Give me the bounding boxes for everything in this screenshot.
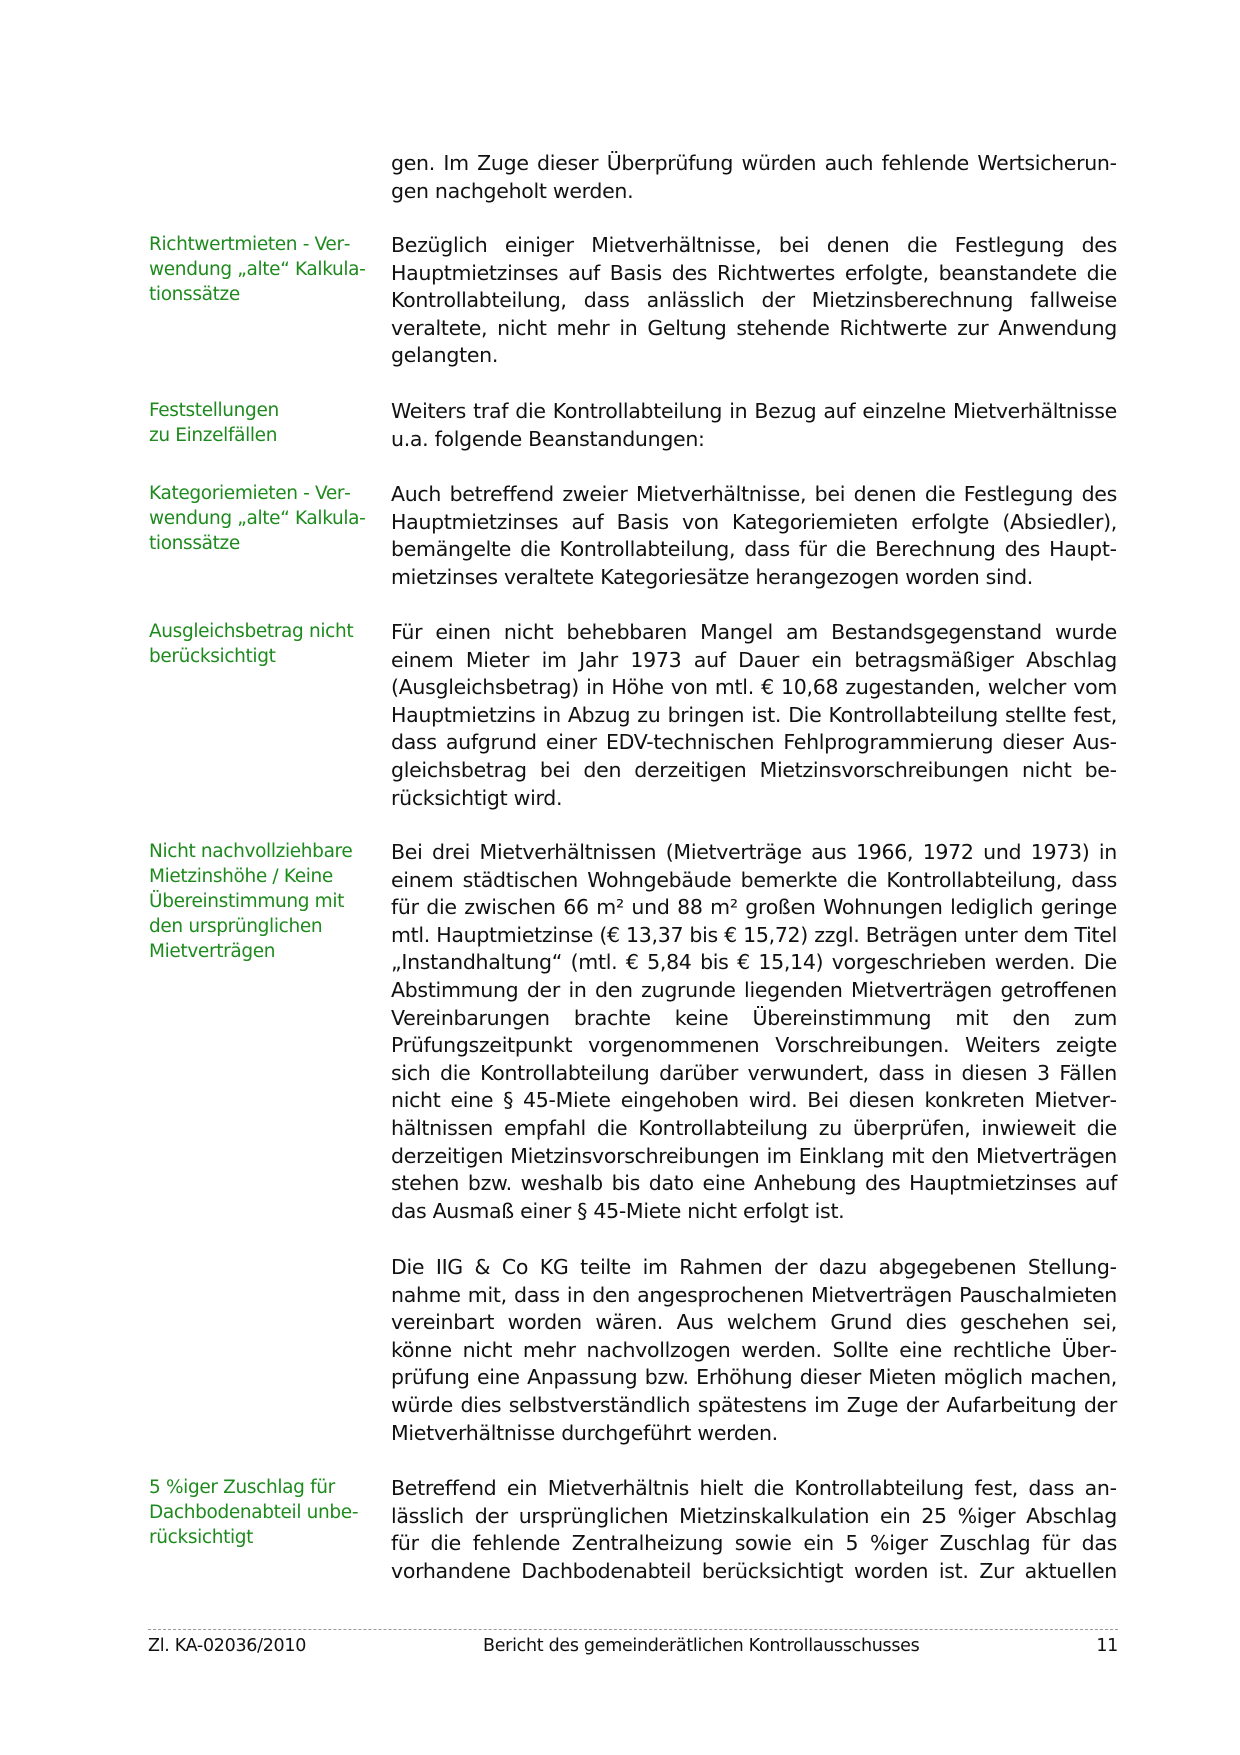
report-title: Bericht des gemeinderätlichen Kontrollausschusses (483, 1636, 920, 1656)
margin-note: Richtwertmieten - Verwendung „alte“ Kalkulationssätze (149, 234, 366, 305)
margin-note: Ausgleichsbetrag nicht berücksichtigt (149, 621, 354, 667)
margin-note: Kategoriemieten - Verwendung „alte“ Kalkulationssätze (149, 483, 366, 554)
paragraph: Bezüglich einiger Mietverhältnisse, bei denen die Festlegung des Hauptmietzinses auf Basis des Richtwertes erfolgte, beanstandete die Kontrollabteilung, dass anlässlich der Mietzinsberechnung fallweise veraltete, nicht mehr in Geltung stehende Richtwerte zur Anwendung gelangten. (391, 233, 1117, 368)
footer-divider (148, 1629, 1118, 1630)
paragraph: Weiters traf die Kontrollabteilung in Bezug auf einzelne Mietverhältnisse u.a. folgende Beanstandungen: (391, 399, 1117, 451)
margin-note: Nicht nachvollziehbare Mietzinshöhe / Keine Übereinstimmung mit den ursprünglichen Mietverträgen (149, 841, 353, 962)
margin-note: 5 %iger Zuschlag für Dachbodenabteil unberücksichtigt (149, 1477, 359, 1548)
page-number: 11 (1096, 1636, 1118, 1656)
margin-note: Feststellungen zu Einzelfällen (149, 400, 279, 446)
paragraph: Für einen nicht behebbaren Mangel am Bestandsgegenstand wurde einem Mieter im Jahr 1973 auf Dauer ein betragsmäßiger Abschlag (Ausgleichsbetrag) in Höhe von mtl. € 10,68 zugestanden, welcher vom Hauptmietzins in Abzug zu bringen ist. Die Kontrollabteilung stellte fest, dass aufgrund einer EDV-technischen Fehlprogrammierung dieser Ausgleichsbetrag bei den derzeitigen Mietzinsvorschreibungen nicht berücksichtigt wird. (391, 620, 1117, 810)
paragraph: Bei drei Mietverhältnissen (Mietverträge aus 1966, 1972 und 1973) in einem städtischen Wohngebäude bemerkte die Kontrollabteilung, dass für die zwischen 66 m² und 88 m² großen Wohnungen lediglich geringe mtl. Hauptmietzinse (€ 13,37 bis € 15,72) zzgl. Beträgen unter dem Titel „Instandhaltung“ (mtl. € 5,84 bis € 15,14) vorgeschrieben werden. Die Abstimmung der in den zugrunde liegenden Mietverträgen getroffenen Vereinbarungen brachte keine Übereinstimmung mit den zum Prüfungszeitpunkt vorgenommenen Vorschreibungen. Weiters zeigte sich die Kontrollabteilung darüber verwundert, dass in diesen 3 Fällen nicht eine § 45-Miete eingehoben wird. Bei diesen konkreten Mietverhältnissen empfahl die Kontrollabteilung zu überprüfen, inwieweit die derzeitigen Mietzinsvorschreibungen im Einklang mit den Mietverträgen stehen bzw. weshalb bis dato eine Anhebung des Hauptmietzinses auf das Ausmaß einer § 45-Miete nicht erfolgt ist. (391, 840, 1117, 1223)
paragraph: Betreffend ein Mietverhältnis hielt die Kontrollabteilung fest, dass anlässlich der ursprünglichen Mietzinskalkulation ein 25 %iger Abschlag für die fehlende Zentralheizung sowie ein 5 %iger Zuschlag für das vorhandene Dachbodenabteil berücksichtigt worden ist. Zur aktuellen (391, 1476, 1117, 1583)
paragraph: Auch betreffend zweier Mietverhältnisse, bei denen die Festlegung des Hauptmietzinses auf Basis von Kategoriemieten erfolgte (Absiedler), bemängelte die Kontrollabteilung, dass für die Berechnung des Hauptmietzinses veraltete Kategoriesätze herangezogen worden sind. (391, 482, 1117, 589)
paragraph: gen. Im Zuge dieser Überprüfung würden auch fehlende Wertsicherungen nachgeholt werden. (391, 151, 1117, 203)
document-reference: Zl. KA-02036/2010 (148, 1636, 307, 1656)
page-footer (148, 1633, 1118, 1659)
paragraph: Die IIG & Co KG teilte im Rahmen der dazu abgegebenen Stellungnahme mit, dass in den angesprochenen Mietverträgen Pauschalmieten vereinbart worden wären. Aus welchem Grund dies geschehen sei, könne nicht mehr nachvollzogen werden. Sollte eine rechtliche Überprüfung eine Anpassung bzw. Erhöhung dieser Mieten möglich machen, würde dies selbstverständlich spätestens im Zuge der Aufarbeitung der Mietverhältnisse durchgeführt werden. (391, 1255, 1117, 1445)
